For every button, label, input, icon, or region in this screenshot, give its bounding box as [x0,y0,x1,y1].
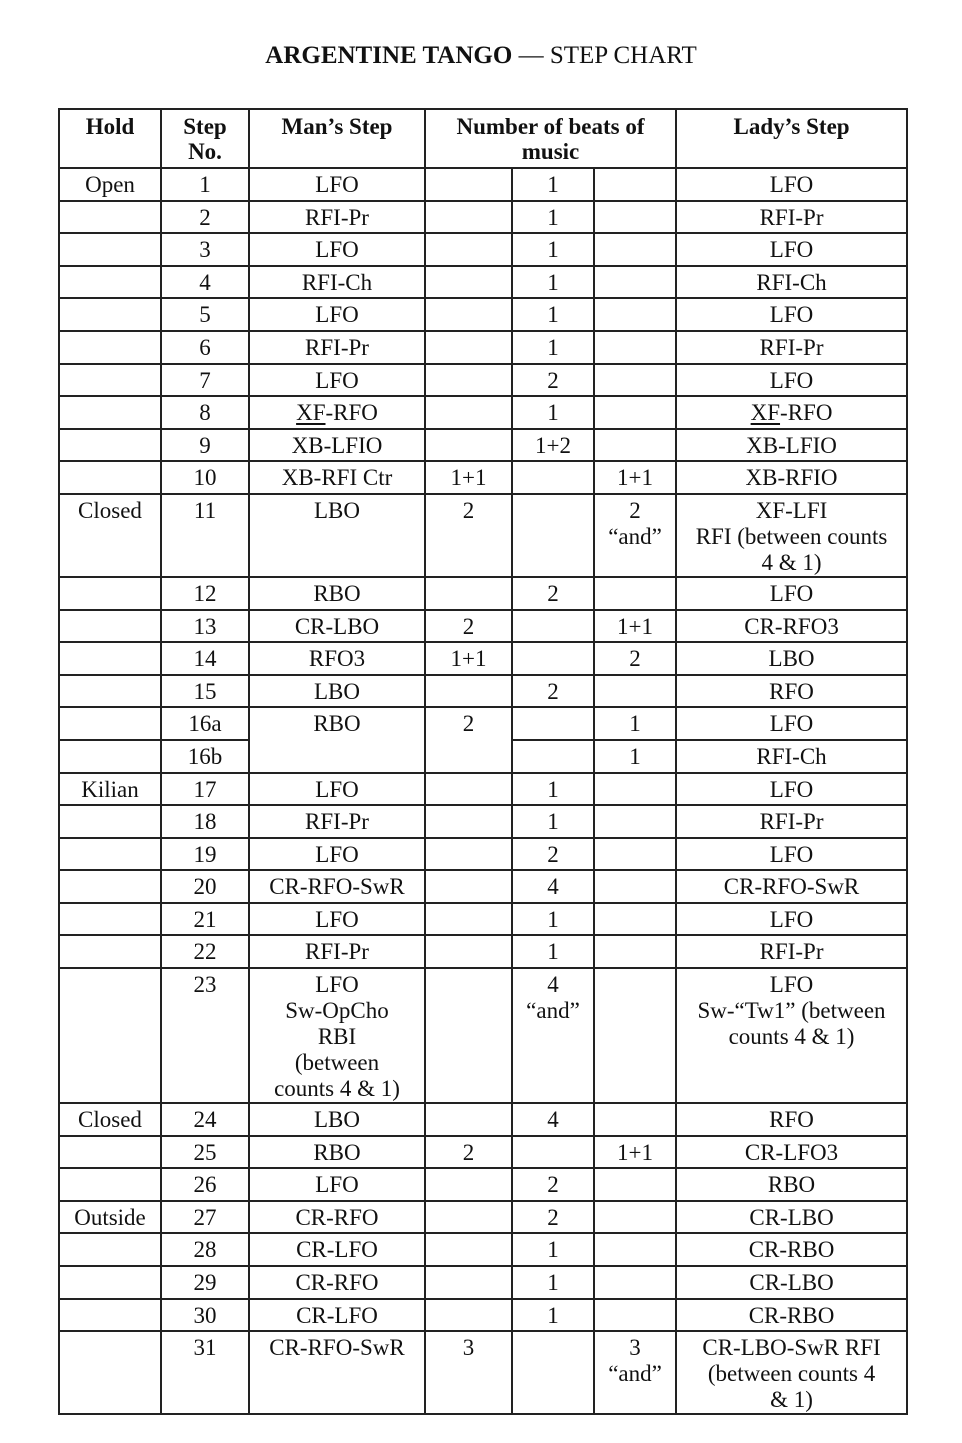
step-number-cell: 14 [161,642,249,675]
beats-col2-cell: 1+2 [512,429,594,462]
beats-col3-cell [594,805,676,838]
beats-col3-cell [594,577,676,610]
ladys-step-cell: CR-RBO [676,1233,907,1266]
ladys-step-cell: CR-LFO3 [676,1136,907,1169]
header-ladys-step: Lady’s Step [676,109,907,168]
table-row [59,903,907,936]
hold-cell [59,1168,161,1201]
mans-step-cell: RFI-Pr [249,331,425,364]
beats-col3-cell [594,168,676,201]
beats-col1-cell: 2 [425,610,512,643]
step-number-cell: 7 [161,364,249,397]
beats-col2-cell: 1 [512,1266,594,1299]
beats-col3-cell [594,675,676,708]
mans-step-cell: XB-LFIO [249,429,425,462]
table-row [59,968,907,1103]
mans-step-cell: RFI-Pr [249,935,425,968]
mans-step-cell: LFO [249,168,425,201]
step-number-cell: 24 [161,1103,249,1136]
beats-col1-cell [425,1266,512,1299]
step-number-cell: 5 [161,298,249,331]
beats-col2-cell [512,610,594,643]
hold-cell: Open [59,168,161,201]
ladys-step-cell: CR-RFO3 [676,610,907,643]
beats-col3-cell [594,1266,676,1299]
ladys-step-cell: LFO Sw-“Tw1” (between counts 4 & 1) [676,968,907,1103]
mans-step-cell: CR-RFO-SwR [249,1331,425,1414]
ladys-step-cell: RFO [676,675,907,708]
hold-cell [59,805,161,838]
mans-step-cell: LBO [249,675,425,708]
step-number-cell: 11 [161,494,249,577]
header-step-no [161,109,249,168]
ladys-step-cell: RFI-Pr [676,805,907,838]
step-number-cell: 27 [161,1201,249,1234]
step-number-cell: 31 [161,1331,249,1414]
step-number-cell: 20 [161,870,249,903]
header-hold: Hold [59,109,161,168]
table-row [59,168,907,201]
step-number-cell: 19 [161,838,249,871]
beats-col3-cell [594,298,676,331]
beats-col2-cell: 2 [512,1168,594,1201]
ladys-step-cell: LFO [676,298,907,331]
beats-col2-cell: 1 [512,773,594,806]
beats-col3-cell [594,429,676,462]
hold-cell [59,968,161,1103]
ladys-step-cell: LFO [676,168,907,201]
beats-col1-cell [425,805,512,838]
ladys-step-cell: RBO [676,1168,907,1201]
table-row [59,1168,907,1201]
beats-col2-cell: 1 [512,233,594,266]
ladys-step-cell: RFI-Pr [676,201,907,234]
beats-col2-cell: 1 [512,168,594,201]
beats-col3-cell: 1+1 [594,1136,676,1169]
beats-col3-cell: 1+1 [594,461,676,494]
beats-col2-cell: 1 [512,201,594,234]
beats-col3-cell [594,233,676,266]
hold-cell [59,266,161,299]
ladys-step-cell: CR-LBO [676,1201,907,1234]
beats-col2-cell [512,642,594,675]
beats-col1-cell: 1+1 [425,461,512,494]
hold-cell: Closed [59,494,161,577]
mans-step-cell: CR-LFO [249,1233,425,1266]
beats-col1-cell [425,1201,512,1234]
mans-step-cell: CR-LBO [249,610,425,643]
ladys-step-cell: LFO [676,707,907,740]
ladys-step-cell: XB-RFIO [676,461,907,494]
step-number-cell: 6 [161,331,249,364]
ladys-step-cell: RFI-Pr [676,331,907,364]
table-row [59,266,907,299]
step-number-cell: 12 [161,577,249,610]
beats-col2-cell [512,1331,594,1414]
step-number-cell: 29 [161,1266,249,1299]
mans-step-cell: XB-RFI Ctr [249,461,425,494]
beats-col1-cell [425,396,512,429]
beats-col3-cell: 1 [594,740,676,773]
beats-col2-cell: 1 [512,1299,594,1332]
table-row [59,642,907,675]
beats-col1-cell [425,168,512,201]
hold-cell [59,707,161,740]
table-row [59,935,907,968]
ladys-step-cell: LBO [676,642,907,675]
step-number-cell: 21 [161,903,249,936]
beats-col3-cell [594,364,676,397]
mans-step-cell: LBO [249,494,425,577]
beats-col2-cell: 2 [512,838,594,871]
mans-step-cell: LFO [249,298,425,331]
beats-col3-cell [594,773,676,806]
beats-col1-cell [425,870,512,903]
beats-col1-cell [425,903,512,936]
beats-col1-cell [425,331,512,364]
mans-step-cell: LFO [249,233,425,266]
mans-step-cell: LBO [249,1103,425,1136]
hold-cell [59,577,161,610]
table-row [59,870,907,903]
beats-col3-cell [594,331,676,364]
hold-cell [59,642,161,675]
beats-col1-cell [425,1168,512,1201]
mans-step-cell: LFO [249,1168,425,1201]
beats-col3-cell [594,968,676,1103]
beats-col2-cell: 1 [512,331,594,364]
table-row [59,577,907,610]
mans-step-cell: RFI-Ch [249,266,425,299]
hold-cell [59,331,161,364]
step-number-cell: 13 [161,610,249,643]
mans-step-cell: CR-LFO [249,1299,425,1332]
ladys-step-cell: LFO [676,773,907,806]
beats-col2-cell [512,1136,594,1169]
beats-col3-cell [594,903,676,936]
title-main: ARGENTINE TANGO [265,42,513,69]
ladys-step-cell: XB-LFIO [676,429,907,462]
header-beats: Number of beats of music [425,109,676,168]
mans-step-cell: CR-RFO [249,1266,425,1299]
hold-cell [59,1136,161,1169]
ladys-step-cell: CR-LBO [676,1266,907,1299]
mans-step-cell: RBO [249,707,425,772]
beats-col3-cell [594,396,676,429]
hold-cell [59,1266,161,1299]
hold-cell [59,461,161,494]
table-row [59,707,907,740]
beats-col2-cell: 2 [512,675,594,708]
beats-col3-cell: 1+1 [594,610,676,643]
beats-col2-cell: 1 [512,266,594,299]
mans-step-cell: CR-RFO [249,1201,425,1234]
step-number-cell: 1 [161,168,249,201]
table-row [59,1331,907,1414]
hold-cell [59,429,161,462]
header-mans-step: Man’s Step [249,109,425,168]
beats-col1-cell [425,838,512,871]
hold-cell: Closed [59,1103,161,1136]
table-row [59,1136,907,1169]
beats-col2-cell: 1 [512,935,594,968]
hold-cell [59,903,161,936]
beats-col2-cell: 1 [512,805,594,838]
ladys-step-cell: XF-LFI RFI (between counts 4 & 1) [676,494,907,577]
beats-col2-cell: 1 [512,1233,594,1266]
table-row [59,331,907,364]
table-row [59,610,907,643]
hold-cell: Kilian [59,773,161,806]
beats-col3-cell [594,1233,676,1266]
beats-col2-cell: 4 [512,1103,594,1136]
beats-col1-cell [425,298,512,331]
beats-col2-cell [512,494,594,577]
table-row [59,233,907,266]
ladys-step-text: -RFO [780,400,833,426]
beats-col3-cell [594,201,676,234]
mans-step-cell: LFO [249,773,425,806]
beats-col2-cell: 1 [512,903,594,936]
header-row [59,109,907,168]
beats-col1-cell [425,968,512,1103]
beats-col3-cell [594,1299,676,1332]
beats-col1-cell: 3 [425,1331,512,1414]
mans-step-cell: RBO [249,577,425,610]
beats-col2-cell: 2 [512,1201,594,1234]
step-number-cell: 22 [161,935,249,968]
hold-cell [59,233,161,266]
step-number-cell: 10 [161,461,249,494]
ladys-step-cell: LFO [676,838,907,871]
step-number-cell: 18 [161,805,249,838]
mans-step-text: -RFO [325,400,378,426]
beats-col2-cell [512,461,594,494]
table-row [59,1299,907,1332]
beats-col2-cell [512,740,594,773]
table-row [59,298,907,331]
beats-col3-cell [594,870,676,903]
hold-cell [59,740,161,773]
beats-col3-cell [594,266,676,299]
beats-col1-cell: 2 [425,707,512,772]
ladys-step-cell: CR-RBO [676,1299,907,1332]
beats-col1-cell: 1+1 [425,642,512,675]
hold-cell [59,1331,161,1414]
mans-step-cell: RBO [249,1136,425,1169]
step-number-cell: 15 [161,675,249,708]
step-number-cell: 17 [161,773,249,806]
beats-col3-cell: 2 [594,642,676,675]
mans-step-cell: LFO Sw-OpCho RBI (between counts 4 & 1) [249,968,425,1103]
hold-cell [59,396,161,429]
hold-cell: Outside [59,1201,161,1234]
beats-col1-cell [425,577,512,610]
table-row [59,805,907,838]
beats-col1-cell [425,266,512,299]
beats-col2-cell: 2 [512,364,594,397]
step-number-cell: 23 [161,968,249,1103]
table-row [59,838,907,871]
beats-col1-cell: 2 [425,494,512,577]
ladys-step-cell: CR-RFO-SwR [676,870,907,903]
ladys-step-cell: RFI-Pr [676,935,907,968]
step-number-cell: 3 [161,233,249,266]
table-row [59,1103,907,1136]
table-row [59,461,907,494]
hold-cell [59,364,161,397]
step-number-cell: 2 [161,201,249,234]
table-row [59,1233,907,1266]
beats-col1-cell [425,1233,512,1266]
step-number-cell: 16a [161,707,249,740]
step-number-cell: 8 [161,396,249,429]
table-row [59,429,907,462]
step-number-cell: 4 [161,266,249,299]
hold-cell [59,838,161,871]
beats-col1-cell [425,675,512,708]
step-number-cell: 16b [161,740,249,773]
hold-cell [59,1299,161,1332]
table-row [59,494,907,577]
beats-col2-cell: 2 [512,577,594,610]
step-number-cell: 9 [161,429,249,462]
ladys-step-cell: LFO [676,577,907,610]
header-step-no-text: Step No. [183,114,227,164]
beats-col3-cell: 1 [594,707,676,740]
beats-col3-cell [594,1103,676,1136]
page-title [0,40,962,72]
beats-col2-cell: 4 “and” [512,968,594,1103]
hold-cell [59,935,161,968]
mans-step-cell: LFO [249,903,425,936]
beats-col1-cell [425,364,512,397]
mans-step-cell: RFI-Pr [249,805,425,838]
table-row [59,396,907,429]
ladys-step-cell: CR-LBO-SwR RFI (between counts 4 & 1) [676,1331,907,1414]
hold-cell [59,201,161,234]
beats-col1-cell [425,1103,512,1136]
ladys-step-cell: LFO [676,364,907,397]
ladys-step-cell: RFI-Ch [676,266,907,299]
mans-step-cell: RFO3 [249,642,425,675]
beats-col1-cell: 2 [425,1136,512,1169]
table-row [59,1266,907,1299]
title-sub: — STEP CHART [512,42,697,69]
beats-col2-cell [512,707,594,740]
beats-col1-cell [425,1299,512,1332]
ladys-step-cell: LFO [676,233,907,266]
beats-col3-cell: 2 “and” [594,494,676,577]
step-number-cell: 30 [161,1299,249,1332]
beats-col2-cell: 4 [512,870,594,903]
table-row [59,1201,907,1234]
beats-col1-cell [425,429,512,462]
beats-col3-cell: 3 “and” [594,1331,676,1414]
beats-col3-cell [594,1168,676,1201]
beats-col3-cell [594,838,676,871]
hold-cell [59,298,161,331]
table-row [59,364,907,397]
step-number-cell: 28 [161,1233,249,1266]
beats-col2-cell: 1 [512,396,594,429]
ladys-step-cell: RFI-Ch [676,740,907,773]
mans-step-cell: LFO [249,364,425,397]
beats-col1-cell [425,233,512,266]
hold-cell [59,675,161,708]
beats-col1-cell [425,935,512,968]
beats-col1-cell [425,201,512,234]
mans-step-cell: RFI-Pr [249,201,425,234]
beats-col3-cell [594,935,676,968]
beats-col2-cell: 1 [512,298,594,331]
mans-step-cell: CR-RFO-SwR [249,870,425,903]
mans-step-cell: LFO [249,838,425,871]
mans-step-underlined: XF [296,400,326,426]
ladys-step-cell [676,396,907,429]
step-number-cell: 26 [161,1168,249,1201]
ladys-step-cell: LFO [676,903,907,936]
table-row [59,201,907,234]
table-row [59,773,907,806]
step-chart-table [58,108,908,1415]
hold-cell [59,1233,161,1266]
ladys-step-cell: RFO [676,1103,907,1136]
step-number-cell: 25 [161,1136,249,1169]
beats-col3-cell [594,1201,676,1234]
hold-cell [59,870,161,903]
table-row [59,675,907,708]
mans-step-cell [249,396,425,429]
beats-col1-cell [425,773,512,806]
ladys-step-underlined: XF [750,400,781,426]
hold-cell [59,610,161,643]
